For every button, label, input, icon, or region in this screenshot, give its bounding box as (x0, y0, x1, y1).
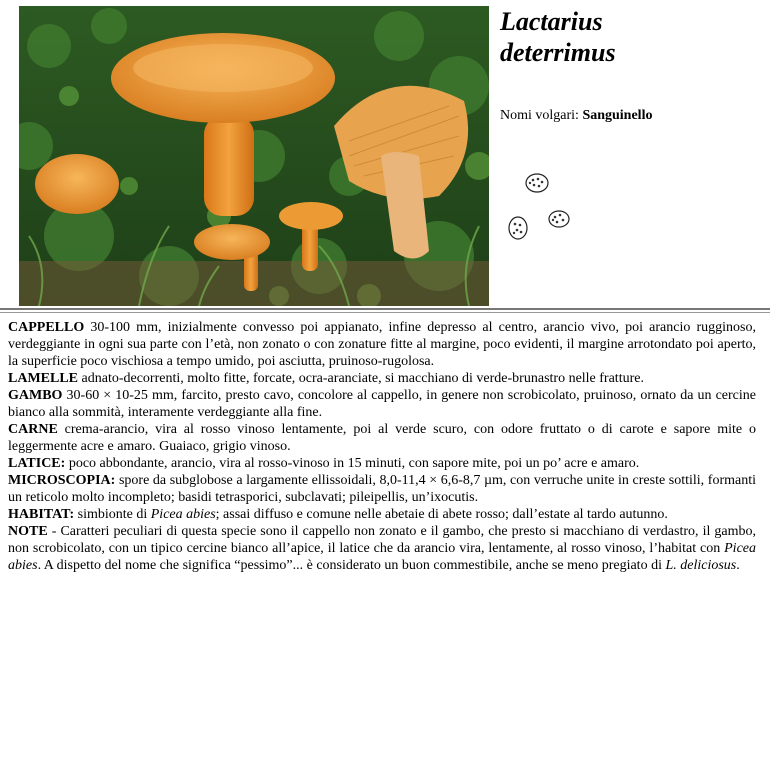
section-carne (8, 421, 756, 455)
section-label: LAMELLE (8, 371, 79, 386)
section-italic: L. deliciosus (665, 558, 737, 573)
section-label: NOTE (8, 524, 48, 539)
section-text: 30-60 × 10-25 mm, farcito, presto cavo, concolore al cappello, in genere non scrobicolato, pruinoso, ornato da un cercine bianco alla sommità, interamente verdeggiante alla fine. (8, 388, 756, 420)
description (8, 319, 756, 574)
section-text: simbionte di (74, 507, 151, 522)
section-label: GAMBO (8, 388, 63, 403)
spores-icon (503, 170, 583, 245)
section-text: . (736, 558, 740, 573)
section-cappello (8, 319, 756, 370)
section-text: crema-arancio, vira al rosso vinoso lentamente, poi al verde scuro, con odore fruttato o di carote e sapore mite o leggermente acre e amaro. Guaiaco, grigio vinoso. (8, 422, 756, 454)
common-names-label: Nomi volgari: (500, 108, 579, 123)
section-label: CAPPELLO (8, 320, 85, 335)
section-label: LATICE: (8, 456, 66, 471)
section-label: HABITAT: (8, 507, 75, 522)
spore-drawing (503, 170, 583, 245)
section-gambo (8, 387, 756, 421)
mushroom-photo (19, 6, 489, 306)
species-genus: Lactarius (500, 7, 603, 36)
section-latice (8, 455, 756, 472)
mushroom-photo-illustration (19, 6, 489, 306)
section-text: poco abbondante, arancio, vira al rosso-vinoso in 15 minuti, con sapore mite, poi un po’ acre e amaro. (65, 456, 640, 471)
section-text: spore da subglobose a largamente ellissoidali, 8,0-11,4 × 6,6-8,7 µm, con verruche unite in creste sottili, formanti un reticolo molto incompleto; basidi tetrasporici, subclavati; pileipellis, un’ixocutis. (8, 473, 756, 505)
section-italic: Picea abies (8, 541, 756, 573)
section-italic: Picea abies (150, 507, 216, 522)
section-note (8, 523, 756, 574)
section-text: - Caratteri peculiari di questa specie sono il cappello non zonato e il gambo, che presto si macchiano di verdastro, il gambo, non scrobicolato, con un tipico cercine bianco all’apice, il latice che da arancio vira, lentamente, al rosso vinoso, l’habitat con (8, 524, 756, 556)
section-label: MICROSCOPIA: (8, 473, 116, 488)
divider-line-thin (0, 312, 770, 313)
divider-line (0, 308, 770, 310)
species-epithet: deterrimus (500, 38, 616, 67)
common-names-value: Sanguinello (582, 108, 653, 123)
section-habitat (8, 506, 756, 523)
section-label: CARNE (8, 422, 58, 437)
common-names (500, 108, 652, 124)
species-title (500, 6, 760, 68)
section-text: . A dispetto del nome che significa “pessimo”... è considerato un buon commestibile, anche se meno pregiato di (37, 558, 666, 573)
section-text: adnato-decorrenti, molto fitte, forcate, ocra-aranciate, si macchiano di verde-brunastro nelle fratture. (78, 371, 644, 386)
section-microscopia (8, 472, 756, 506)
section-lamelle (8, 370, 756, 387)
section-text: ; assai diffuso e comune nelle abetaie di abete rosso; dall’estate al tardo autunno. (215, 507, 668, 522)
section-text: 30-100 mm, inizialmente convesso poi appianato, infine depresso al centro, arancio vivo, poi arancio rugginoso, verdeggiante in ogni sua parte con l’età, non zonato o con zonature fitte al margine, poco evidenti, il margine arrotondato poi aperto, la superficie poco vischiosa a tempo umido, poi asciutta, pruinoso-rugolosa. (8, 320, 756, 369)
